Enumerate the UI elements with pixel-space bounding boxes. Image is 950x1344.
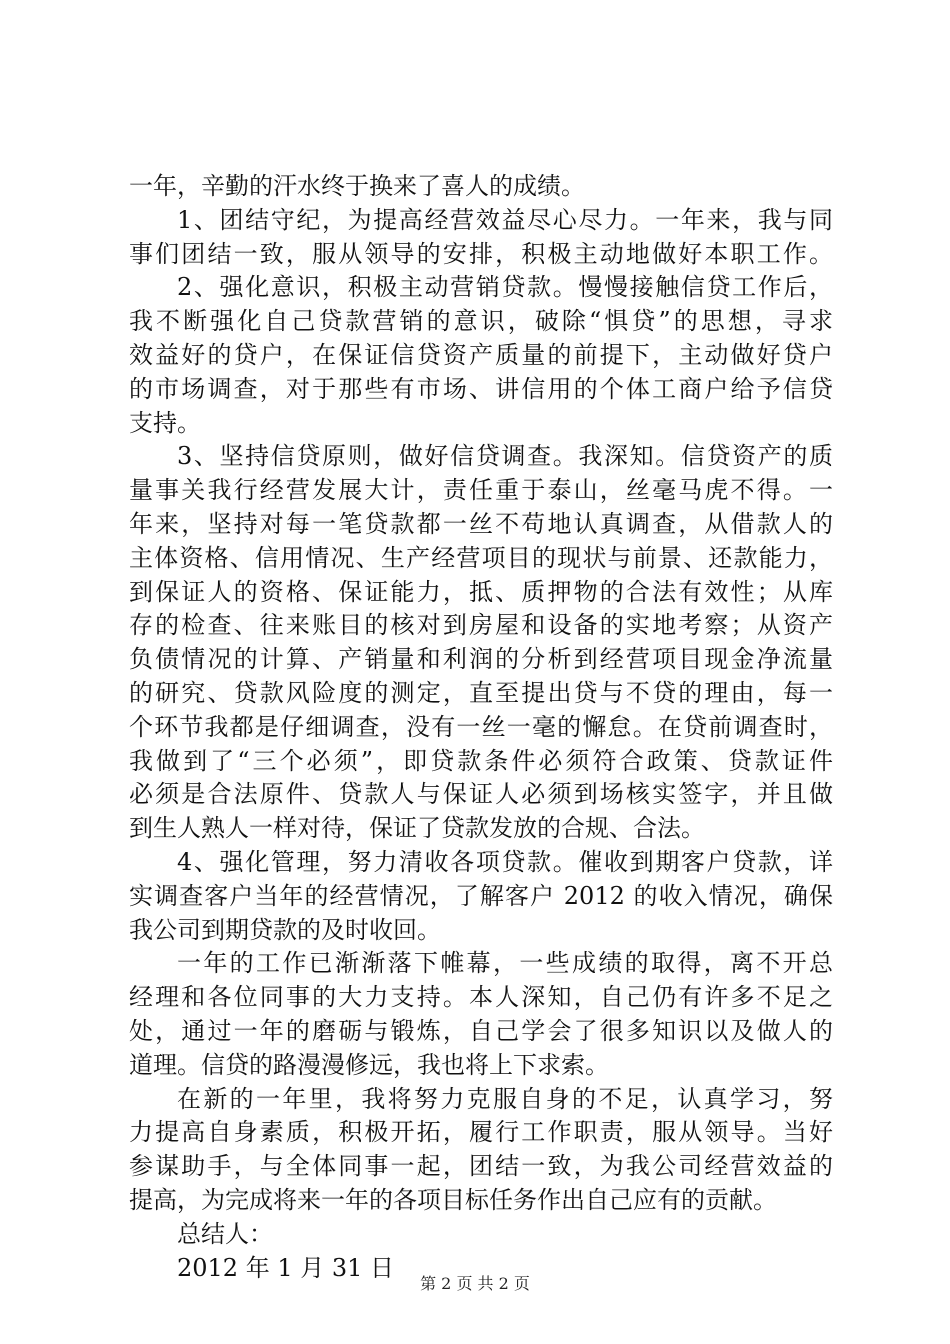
text-line: 道理。信贷的路漫漫修远，我也将上下求索。 <box>129 1050 609 1079</box>
text-line: 效益好的贷户，在保证信贷资产质量的前提下，主动做好贷户 <box>129 340 833 369</box>
text-line: 参谋助手，与全体同事一起，团结一致，为我公司经营效益的 <box>129 1152 833 1181</box>
text-line: 存的检查、往来账目的核对到房屋和设备的实地考察；从资产 <box>129 611 833 640</box>
text-line: 我做到了“三个必须”，即贷款条件必须符合政策、贷款证件 <box>129 746 833 775</box>
text-line: 2、强化意识，积极主动营销贷款。慢慢接触信贷工作后， <box>177 273 833 302</box>
text-line: 支持。 <box>129 408 201 437</box>
text-line: 力提高自身素质，积极开拓，履行工作职责，服从领导。当好 <box>129 1118 833 1147</box>
text-line: 在新的一年里，我将努力克服自身的不足，认真学习，努 <box>177 1084 833 1113</box>
text-line: 到保证人的资格、保证能力，抵、质押物的合法有效性；从库 <box>129 577 833 606</box>
text-line: 一年，辛勤的汗水终于换来了喜人的成绩。 <box>129 172 585 200</box>
signature-date: 2012 年 1 月 31 日 <box>177 1253 395 1282</box>
text-line: 处，通过一年的磨砺与锻炼，自己学会了很多知识以及做人的 <box>129 1016 833 1045</box>
document-body <box>129 170 833 1285</box>
text-line: 主体资格、信用情况、生产经营项目的现状与前景、还款能力， <box>129 543 833 572</box>
text-line: 负债情况的计算、产销量和利润的分析到经营项目现金净流量 <box>129 645 833 674</box>
text-line: 实调查客户当年的经营情况，了解客户 2012 的收入情况，确保 <box>129 881 833 910</box>
text-line: 的市场调查，对于那些有市场、讲信用的个体工商户给予信贷 <box>129 374 833 403</box>
text-line: 年来，坚持对每一笔贷款都一丝不苟地认真调查，从借款人的 <box>129 509 833 538</box>
text-line: 一年的工作已渐渐落下帷幕，一些成绩的取得，离不开总 <box>177 949 833 978</box>
text-line: 经理和各位同事的大力支持。本人深知，自己仍有许多不足之 <box>129 983 833 1012</box>
text-line: 量事关我行经营发展大计，责任重于泰山，丝毫马虎不得。一 <box>129 476 833 505</box>
text-line: 4、强化管理，努力清收各项贷款。催收到期客户贷款，详 <box>177 847 833 876</box>
signature-label: 总结人： <box>177 1219 273 1248</box>
text-line: 我公司到期贷款的及时收回。 <box>129 915 441 944</box>
text-line: 个环节我都是仔细调查，没有一丝一毫的懈怠。在贷前调查时， <box>129 712 833 741</box>
page-number-footer: 第 2 页 共 2 页 <box>420 1274 530 1293</box>
text-line: 事们团结一致，服从领导的安排，积极主动地做好本职工作。 <box>129 239 833 268</box>
text-line: 提高，为完成将来一年的各项目标任务作出自己应有的贡献。 <box>129 1185 777 1214</box>
text-line: 的研究、贷款风险度的测定，直至提出贷与不贷的理由，每一 <box>129 678 833 707</box>
text-line: 1、团结守纪，为提高经营效益尽心尽力。一年来，我与同 <box>177 205 833 234</box>
text-line: 到生人熟人一样对待，保证了贷款发放的合规、合法。 <box>129 814 705 843</box>
text-line: 3、坚持信贷原则，做好信贷调查。我深知。信贷资产的质 <box>177 442 833 471</box>
text-line: 必须是合法原件、贷款人与保证人必须到场核实签字，并且做 <box>129 780 833 809</box>
text-line: 我不断强化自己贷款营销的意识，破除“惧贷”的思想，寻求 <box>129 307 833 336</box>
